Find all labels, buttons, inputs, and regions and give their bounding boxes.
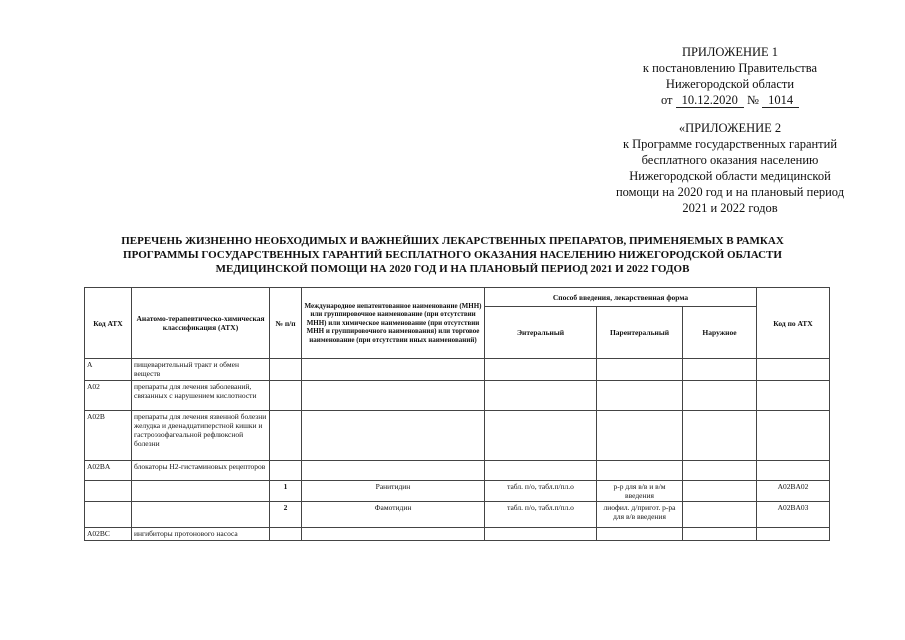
appendix-2-line: помощи на 2020 год и на плановый период — [615, 185, 845, 199]
cell-parenteral — [597, 359, 683, 381]
title-line: ПЕРЕЧЕНЬ ЖИЗНЕННО НЕОБХОДИМЫХ И ВАЖНЕЙШИХ ЛЕКАРСТВЕННЫХ ПРЕПАРАТОВ, ПРИМЕНЯЕМЫХ В РАМКАХ — [121, 235, 784, 247]
cell-classification: препараты для лечения заболеваний, связанных с нарушением кислотности — [132, 381, 270, 411]
cell-external — [683, 411, 757, 461]
cell-enteral — [485, 528, 597, 541]
cell-enteral — [485, 411, 597, 461]
cell-enteral: табл. п/о, табл.п/пл.о — [485, 481, 597, 502]
number-label: № — [747, 93, 759, 107]
appendix-2-line: бесплатного оказания населению — [641, 153, 819, 167]
cell-inn — [302, 528, 485, 541]
cell-classification: блокаторы Н2-гистаминовых рецепторов — [132, 461, 270, 481]
cell-num: 2 — [270, 502, 302, 528]
cell-enteral — [485, 461, 597, 481]
appendix-2-title: «ПРИЛОЖЕНИЕ 2 — [678, 121, 782, 135]
cell-classification — [132, 481, 270, 502]
table-row — [85, 411, 830, 461]
document-title — [40, 234, 865, 276]
table-row — [85, 461, 830, 481]
cell-inn — [302, 359, 485, 381]
header-enteral: Энтеральный — [485, 307, 597, 359]
cell-classification: препараты для лечения язвенной болезни желудка и двенадцатиперстной кишки и гастроэзофагеальной рефлюксной болезни — [132, 411, 270, 461]
cell-enteral — [485, 359, 597, 381]
cell-enteral — [485, 381, 597, 411]
cell-atx-code — [757, 461, 830, 481]
cell-atx-code — [757, 381, 830, 411]
table-row — [85, 359, 830, 381]
cell-inn — [302, 411, 485, 461]
cell-atx-code — [757, 359, 830, 381]
header-classification: Анатомо-терапевтическо-химическая классификация (АТХ) — [132, 288, 270, 359]
cell-num — [270, 359, 302, 381]
cell-external — [683, 461, 757, 481]
cell-inn — [302, 461, 485, 481]
appendix-2-line: 2021 и 2022 годов — [682, 201, 778, 215]
cell-atx-code: A02BA02 — [757, 481, 830, 502]
cell-classification — [132, 502, 270, 528]
cell-external — [683, 359, 757, 381]
appendix-2-line: к Программе государственных гарантий — [622, 137, 838, 151]
cell-num — [270, 411, 302, 461]
cell-parenteral — [597, 461, 683, 481]
appendix-1-line3: Нижегородской области — [665, 77, 795, 91]
header-inn: Международное непатентованное наименование (МНН) или группировочное наименование (при отсутствии МНН) или химическое наименование (при отсутствии МНН и группировочного наименования) или торговое наименование (при отсутствии иных наименований) — [302, 288, 485, 359]
decree-number: 1014 — [762, 94, 799, 108]
cell-code: A02BC — [85, 528, 132, 541]
cell-num: 1 — [270, 481, 302, 502]
cell-atx-code: A02BA03 — [757, 502, 830, 528]
from-label: от — [660, 93, 673, 107]
cell-classification: пищеварительный тракт и обмен веществ — [132, 359, 270, 381]
table-row — [85, 528, 830, 541]
cell-external — [683, 481, 757, 502]
cell-classification: ингибиторы протонового насоса — [132, 528, 270, 541]
cell-parenteral: лиофил. д/пригот. р-ра для в/в введения — [597, 502, 683, 528]
table-row — [85, 381, 830, 411]
cell-num — [270, 381, 302, 411]
cell-external — [683, 381, 757, 411]
cell-external — [683, 502, 757, 528]
cell-code: A02BA — [85, 461, 132, 481]
header-code-atx-right: Код по АТХ — [757, 288, 830, 359]
cell-num — [270, 461, 302, 481]
cell-code: A02B — [85, 411, 132, 461]
cell-code — [85, 481, 132, 502]
appendix-1-block — [560, 44, 900, 108]
header-parenteral: Парентеральный — [597, 307, 683, 359]
drug-list-table — [84, 287, 830, 541]
header-code-atx: Код АТХ — [85, 288, 132, 359]
appendix-1-date-line — [560, 92, 900, 108]
header-external: Наружное — [683, 307, 757, 359]
appendix-1-title: ПРИЛОЖЕНИЕ 1 — [681, 45, 779, 59]
header-method: Способ введения, лекарственная форма — [485, 288, 757, 307]
cell-atx-code — [757, 411, 830, 461]
cell-parenteral — [597, 411, 683, 461]
cell-enteral: табл. п/о, табл.п/пл.о — [485, 502, 597, 528]
cell-external — [683, 528, 757, 541]
header-num: № п/п — [270, 288, 302, 359]
table-row — [85, 502, 830, 528]
cell-inn: Фамотидин — [302, 502, 485, 528]
appendix-2-line: Нижегородской области медицинской — [629, 169, 831, 183]
cell-atx-code — [757, 528, 830, 541]
cell-code — [85, 502, 132, 528]
cell-code: A — [85, 359, 132, 381]
title-line: МЕДИЦИНСКОЙ ПОМОЩИ НА 2020 ГОД И НА ПЛАНОВЫЙ ПЕРИОД 2021 И 2022 ГОДОВ — [215, 263, 690, 275]
cell-parenteral — [597, 381, 683, 411]
cell-parenteral: р-р для в/в и в/м введения — [597, 481, 683, 502]
table-row — [85, 481, 830, 502]
appendix-2-block — [560, 120, 900, 216]
cell-num — [270, 528, 302, 541]
cell-inn — [302, 381, 485, 411]
appendix-1-line2: к постановлению Правительства — [642, 61, 818, 75]
cell-parenteral — [597, 528, 683, 541]
title-line: ПРОГРАММЫ ГОСУДАРСТВЕННЫХ ГАРАНТИЙ БЕСПЛАТНОГО ОКАЗАНИЯ НАСЕЛЕНИЮ НИЖЕГОРОДСКОЙ ОБЛАСТИ — [123, 249, 782, 261]
cell-inn: Ранитидин — [302, 481, 485, 502]
cell-code: A02 — [85, 381, 132, 411]
decree-date: 10.12.2020 — [676, 94, 744, 108]
